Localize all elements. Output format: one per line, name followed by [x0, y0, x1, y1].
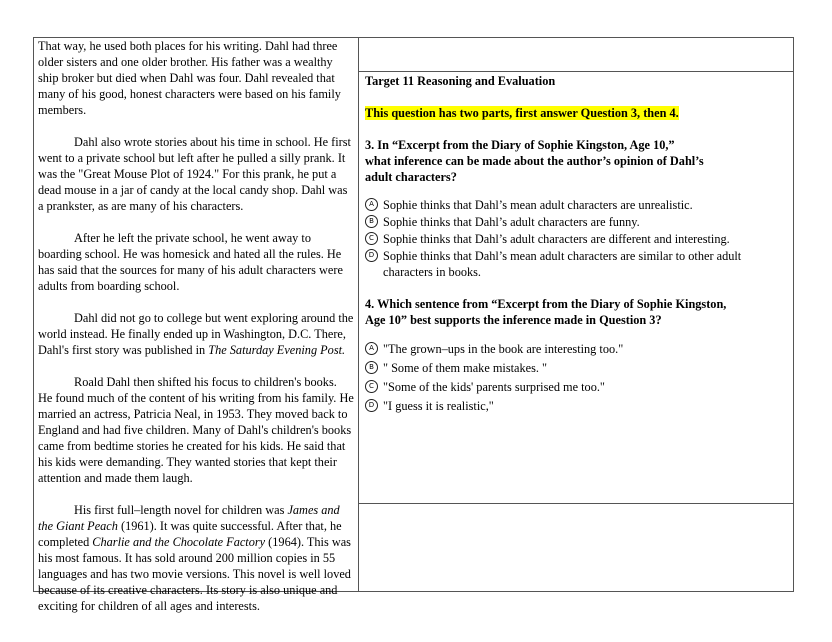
paragraph-5: Roald Dahl then shifted his focus to children's books. He found much of the content of his writing from his family. He married an actress, Patricia Neal, in 1953. They moved back to England and had five children. Many of Dahl's children's books came from bedtime stories he created for his kids. He said that his kids were demanding. They wanted stories that kept their attention and made them laugh.: [38, 375, 354, 485]
q3-option-d-text: Sophie thinks that Dahl’s mean adult characters are similar to other adult characters in books.: [383, 249, 742, 279]
paragraph-4: [38, 310, 354, 358]
passage-column: [38, 38, 354, 630]
option-c-circle-icon[interactable]: C: [365, 232, 378, 245]
q4-option-d-text: "I guess it is realistic,": [383, 399, 494, 413]
q3-option-d[interactable]: [365, 248, 780, 280]
q4-option-c-text: "Some of the kids' parents surprised me too.": [383, 380, 605, 394]
question-3-line-3: adult characters?: [365, 170, 457, 184]
paragraph-4-text: Dahl did not go to college but went exploring around the world instead. He finally ended up in Washington, D.C. There, Dahl's first story was published in: [38, 311, 354, 357]
q3-option-b-text: Sophie thinks that Dahl’s adult characters are funny.: [383, 215, 640, 229]
q3-option-a[interactable]: [365, 197, 780, 213]
target-heading: Target 11 Reasoning and Evaluation: [365, 74, 556, 88]
paragraph-1: That way, he used both places for his writing. Dahl had three older sisters and one older brother. His father was a wealthy ship broker but died when Dahl was four. Dahl revealed that many of his good, honest characters were based on his family members.: [38, 39, 341, 117]
q4-option-c[interactable]: [365, 379, 780, 395]
option-a-circle-icon[interactable]: A: [365, 342, 378, 355]
option-d-circle-icon[interactable]: D: [365, 399, 378, 412]
paragraph-2: Dahl also wrote stories about his time in school. He first went to a private school but left after he pulled a silly prank. It was the "Great Mouse Plot of 1924." For this prank, he put a dead mouse in a jar of candy at the local candy shop. Dahl was a prankster, as are many of his characters.: [38, 135, 351, 213]
paragraph-6: [38, 502, 354, 614]
q4-option-b[interactable]: [365, 360, 780, 376]
option-a-circle-icon[interactable]: A: [365, 198, 378, 211]
instruction-highlight: This question has two parts, first answer Question 3, then 4.: [365, 106, 679, 120]
option-b-circle-icon[interactable]: B: [365, 361, 378, 374]
q3-option-c-text: Sophie thinks that Dahl’s adult characters are different and interesting.: [383, 232, 730, 246]
q3-option-a-text: Sophie thinks that Dahl’s mean adult characters are unrealistic.: [383, 198, 693, 212]
q4-option-a[interactable]: [365, 341, 780, 357]
row-divider-bottom: [358, 503, 794, 504]
magazine-title: The Saturday Evening Post.: [208, 343, 346, 357]
q4-option-d[interactable]: [365, 398, 780, 414]
paragraph-6-text-e: (1964). This was his most famous. It has sold around 200 million copies in 55 languages and has two movie versions. This novel is well loved because of its creative characters. Its story is also unique and exciting for children of all ages and interests.: [38, 535, 351, 613]
question-column: [365, 73, 780, 414]
option-c-circle-icon[interactable]: C: [365, 380, 378, 393]
column-divider: [358, 37, 359, 592]
book-title-peach: James and the Giant Peach: [38, 503, 340, 533]
q4-option-a-text: "The grown–ups in the book are interesting too.": [383, 342, 624, 356]
paragraph-6-text-a: His first full–length novel for children was: [74, 503, 288, 517]
q4-option-b-text: " Some of them make mistakes. ": [383, 361, 548, 375]
question-3-line-2: what inference can be made about the author’s opinion of Dahl’s: [365, 154, 704, 168]
question-4-line-2: Age 10” best supports the inference made in Question 3?: [365, 313, 662, 327]
question-4-line-1: 4. Which sentence from “Excerpt from the Diary of Sophie Kingston,: [365, 297, 727, 311]
q3-option-b[interactable]: [365, 214, 780, 230]
paragraph-6-text-c: (1961). It was quite successful. After that, he completed: [38, 519, 342, 549]
question-3-line-1: 3. In “Excerpt from the Diary of Sophie Kingston, Age 10,”: [365, 138, 675, 152]
q3-option-c[interactable]: [365, 231, 780, 247]
paragraph-3: After he left the private school, he went away to boarding school. He was homesick and hated all the rules. He has said that the sources for many of his adult characters were adults from boarding school.: [38, 231, 343, 293]
row-divider-top: [358, 71, 794, 72]
option-d-circle-icon[interactable]: D: [365, 249, 378, 262]
option-b-circle-icon[interactable]: B: [365, 215, 378, 228]
book-title-charlie: Charlie and the Chocolate Factory: [92, 535, 266, 549]
